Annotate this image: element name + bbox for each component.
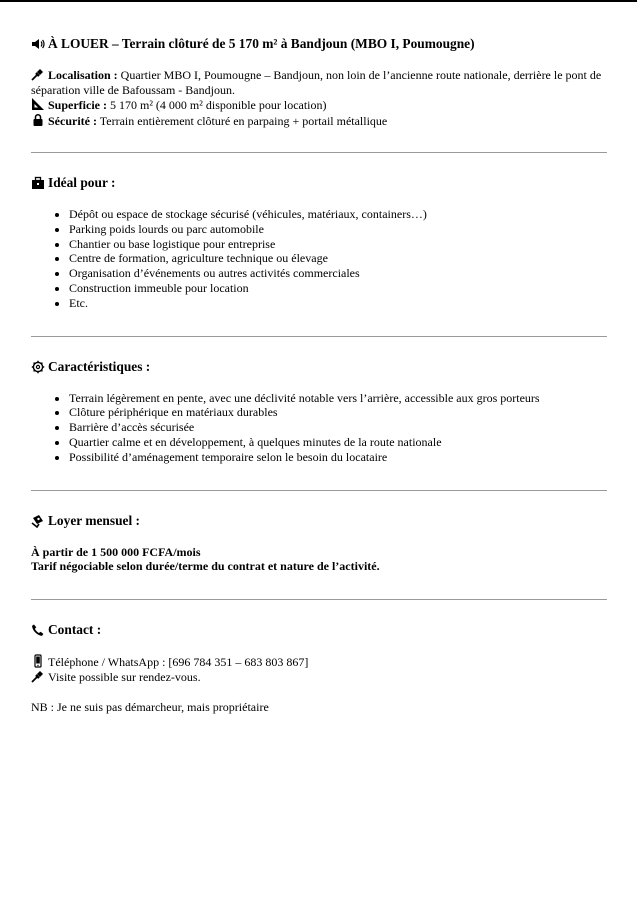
- list-item: • Barrière d’accès sécurisée: [69, 420, 607, 435]
- phone-icon: [31, 623, 45, 637]
- contact-phone: Téléphone / WhatsApp : [696 784 351 – 683 803 867]: [31, 654, 607, 670]
- mobile-phone-icon: [31, 654, 45, 668]
- location-label: Localisation :: [48, 68, 118, 82]
- money-wings-icon: [31, 514, 45, 528]
- location-value: Quartier MBO I, Poumougne – Bandjoun, non loin de l’ancienne route nationale, derrière le pont de séparation ville de Bafoussam - Bandjoun.: [31, 68, 602, 97]
- triangle-ruler-icon: [31, 97, 45, 111]
- rent-terms: Tarif négociable selon durée/terme du contrat et nature de l’activité.: [31, 559, 380, 574]
- list-item: • Quartier calme et en développement, à quelques minutes de la route nationale: [69, 435, 607, 450]
- list-item: • Clôture périphérique en matériaux durables: [69, 405, 607, 420]
- area-line: [31, 97, 607, 113]
- page-top-border: [0, 0, 637, 2]
- ideal-list: [31, 207, 607, 311]
- list-item: • Parking poids lourds ou parc automobile: [69, 222, 607, 237]
- list-item: • Centre de formation, agriculture technique ou élevage: [69, 251, 607, 266]
- list-item: • Construction immeuble pour location: [69, 281, 607, 296]
- features-heading: Caractéristiques :: [31, 359, 607, 375]
- pin-icon: [31, 67, 45, 81]
- contact-visit: Visite possible sur rendez-vous.: [31, 669, 607, 685]
- rent-price: À partir de 1 500 000 FCFA/mois: [31, 544, 201, 559]
- area-label: Superficie :: [48, 98, 107, 112]
- location-line: [31, 67, 607, 97]
- contact-heading: Contact :: [31, 622, 607, 638]
- features-list: [31, 391, 607, 465]
- security-label: Sécurité :: [48, 113, 97, 128]
- security-value: Terrain entièrement clôturé en parpaing + portail métallique: [99, 113, 388, 128]
- loudspeaker-icon: [31, 37, 45, 51]
- list-item: • Possibilité d’aménagement temporaire selon le besoin du locataire: [69, 450, 607, 465]
- page-title: À LOUER – Terrain clôturé de 5 170 m² à Bandjoun (MBO I, Poumougne): [31, 36, 607, 52]
- list-item: • Organisation d’événements ou autres activités commerciales: [69, 266, 607, 281]
- security-line: [31, 113, 607, 129]
- ideal-heading: Idéal pour :: [31, 175, 607, 191]
- rent-heading: Loyer mensuel :: [31, 513, 607, 529]
- list-item: • Etc.: [69, 296, 607, 311]
- owner-note: NB : Je ne suis pas démarcheur, mais propriétaire: [31, 699, 269, 714]
- lock-icon: [31, 113, 45, 127]
- document-page: [31, 36, 607, 714]
- list-item: • Chantier ou base logistique pour entreprise: [69, 237, 607, 252]
- gear-icon: [31, 360, 45, 374]
- list-item: • Terrain légèrement en pente, avec une déclivité notable vers l’arrière, accessible aux gros porteurs: [69, 391, 607, 406]
- briefcase-icon: [31, 176, 45, 190]
- pin-icon: [31, 669, 45, 683]
- list-item: • Dépôt ou espace de stockage sécurisé (véhicules, matériaux, containers…): [69, 207, 607, 222]
- area-value: 5 170 m² (4 000 m² disponible pour location): [110, 98, 327, 112]
